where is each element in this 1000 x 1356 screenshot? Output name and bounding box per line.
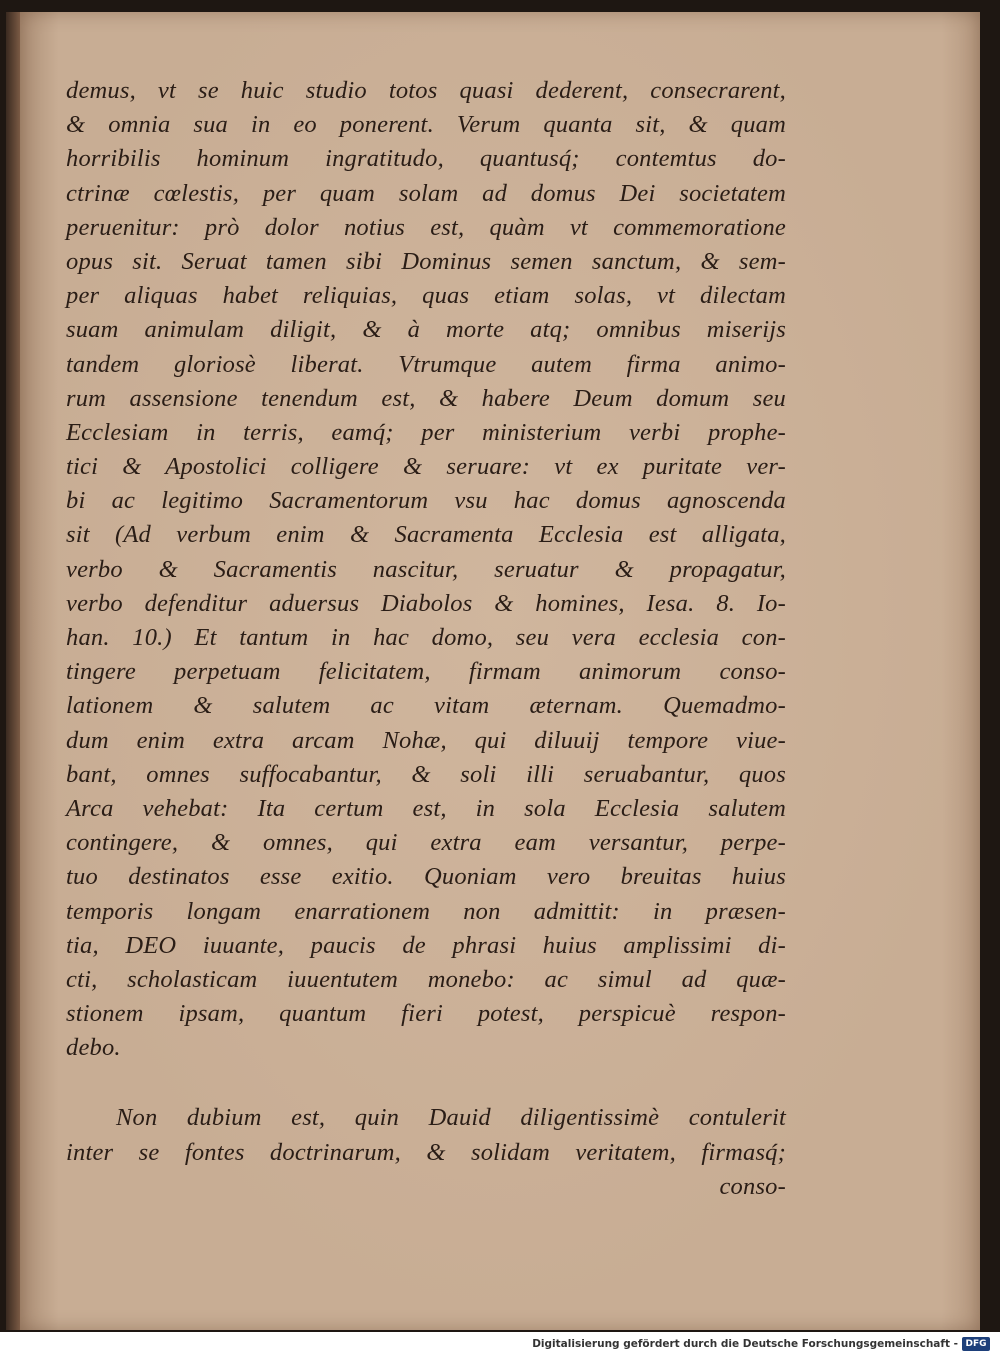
page-binding-edge <box>6 12 20 1330</box>
text-line: per aliquas habet reliquias, quas etiam solas, vt dilectam <box>66 282 786 310</box>
text-line: tici & Apostolici colligere & seruare: vt ex puritate ver- <box>66 453 786 481</box>
text-line: verbo defenditur aduersus Diabolos & homines, Iesa. 8. Io- <box>66 589 786 617</box>
text-line: tia, DEO iuuante, paucis de phrasi huius amplissimi di- <box>66 931 786 959</box>
catchword: conso- <box>719 1172 786 1200</box>
page-text <box>66 74 786 1204</box>
text-line: peruenitur: prò dolor notius est, quàm vt commemoratione <box>66 213 786 241</box>
text-line: tandem gloriosè liberat. Vtrumque autem firma animo- <box>66 350 786 378</box>
text-line: lationem & salutem ac vitam æternam. Quemadmo- <box>66 692 786 720</box>
text-line: ctrinæ cœlestis, per quam solam ad domus Dei societatem <box>66 179 786 207</box>
text-line: cti, scholasticam iuuentutem monebo: ac simul ad quæ- <box>66 965 786 993</box>
text-line: suam animulam diligit, & à morte atq; omnibus miserijs <box>66 316 786 344</box>
paragraph-gap <box>66 1065 786 1101</box>
digitization-footer <box>0 1332 1000 1356</box>
text-line: inter se fontes doctrinarum, & solidam veritatem, firmasq́; <box>66 1138 786 1166</box>
dfg-logo-icon: DFG <box>962 1337 990 1351</box>
text-line: opus sit. Seruat tamen sibi Dominus semen sanctum, & sem- <box>66 247 786 275</box>
text-line: dum enim extra arcam Nohæ, qui diluuij tempore viue- <box>66 726 786 754</box>
text-line: tingere perpetuam felicitatem, firmam animorum conso- <box>66 658 786 686</box>
text-line: tuo destinatos esse exitio. Quoniam vero breuitas huius <box>66 863 786 891</box>
paragraph-first-line: Non dubium est, quin Dauid diligentissimè contulerit <box>116 1104 786 1132</box>
text-line: demus, vt se huic studio totos quasi dederent, consecrarent, <box>66 77 786 104</box>
text-line: rum assensione tenendum est, & habere Deum domum seu <box>66 384 786 412</box>
footer-credit-text: Digitalisierung gefördert durch die Deutsche Forschungsgemeinschaft - <box>532 1338 958 1350</box>
text-line: bant, omnes suffocabantur, & soli illi seruabantur, quos <box>66 760 786 788</box>
text-line: sit (Ad verbum enim & Sacramenta Ecclesia est alligata, <box>66 521 786 549</box>
text-line: temporis longam enarrationem non admittit: in præsen- <box>66 897 786 925</box>
text-line: & omnia sua in eo ponerent. Verum quanta sit, & quam <box>66 111 786 139</box>
text-line: debo. <box>66 1034 121 1062</box>
text-line: horribilis hominum ingratitudo, quantusq́; contemtus do- <box>66 145 786 173</box>
text-line: stionem ipsam, quantum fieri potest, perspicuè respon- <box>66 1000 786 1028</box>
text-line: han. 10.) Et tantum in hac domo, seu vera ecclesia con- <box>66 624 786 651</box>
text-line: Ecclesiam in terris, eamq́; per ministerium verbi prophe- <box>66 418 786 446</box>
text-line: contingere, & omnes, qui extra eam versantur, perpe- <box>66 829 786 857</box>
text-line: bi ac legitimo Sacramentorum vsu hac domus agnoscenda <box>66 487 786 515</box>
text-line: verbo & Sacramentis nascitur, seruatur & propagatur, <box>66 555 786 583</box>
text-line: Arca vehebat: Ita certum est, in sola Ecclesia salutem <box>66 794 786 822</box>
